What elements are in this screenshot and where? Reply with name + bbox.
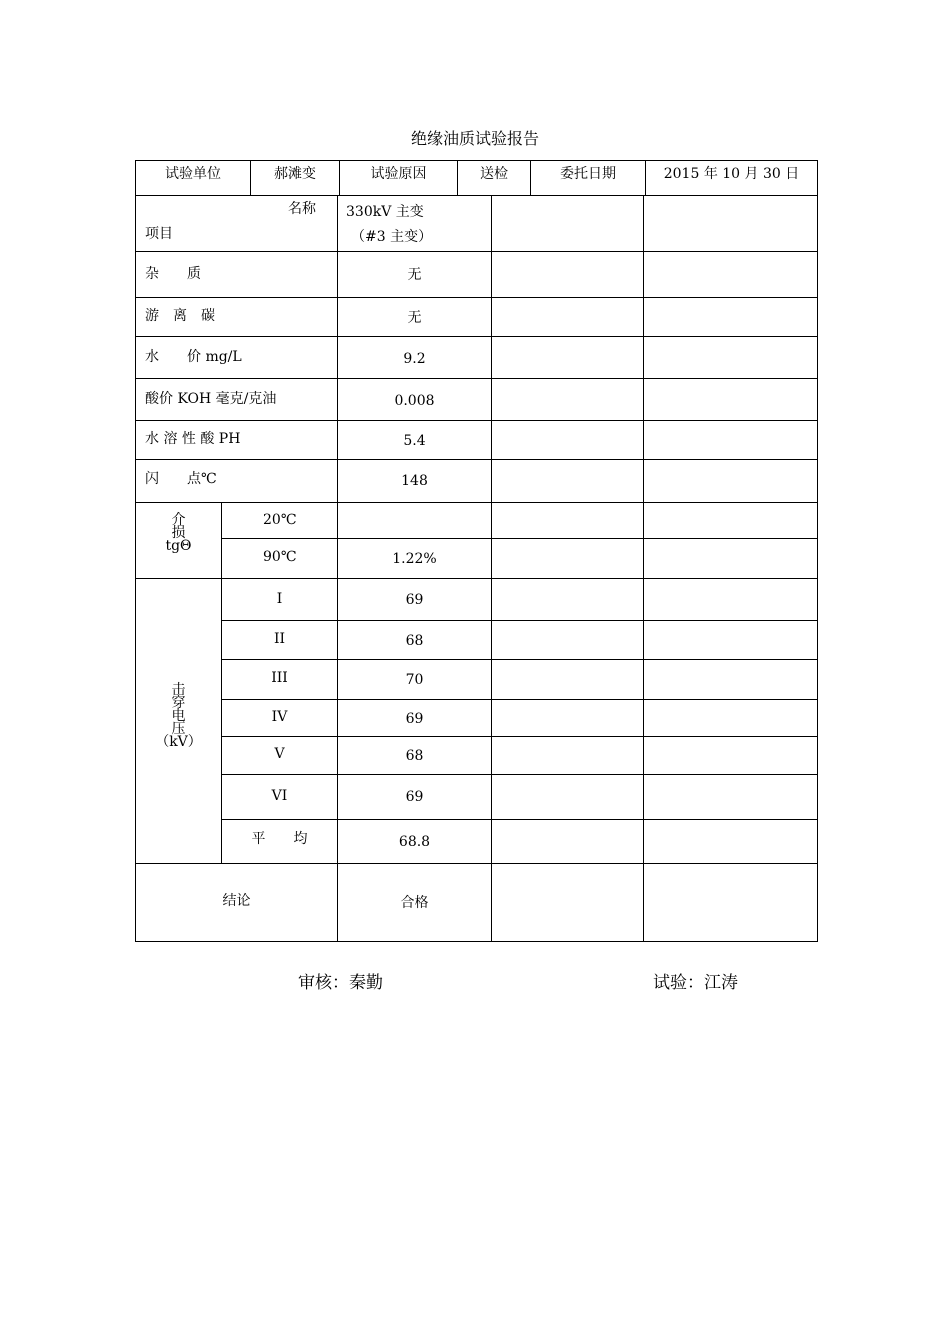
name-label: 名称 <box>288 201 316 217</box>
sample-name-line1: 330kV 主变 <box>346 204 424 220</box>
breakdown-label-char: 压 <box>171 721 186 737</box>
breakdown-label-char: （kV） <box>155 734 202 750</box>
divider <box>221 502 222 578</box>
unit-value: 郝滩变 <box>274 166 316 182</box>
sample-name-line2: （#3 主变） <box>351 229 433 245</box>
divider <box>135 863 818 864</box>
breakdown-row-label: II <box>273 631 286 647</box>
unit-label: 试验单位 <box>165 166 221 182</box>
divider <box>221 819 818 820</box>
tg-row-label: 20℃ <box>263 512 297 528</box>
conclusion-value: 合格 <box>400 895 429 911</box>
breakdown-row-label: VI <box>271 788 288 804</box>
breakdown-row-label: I <box>276 591 283 607</box>
divider <box>221 774 818 775</box>
breakdown-average-label: 平 均 <box>251 831 308 847</box>
breakdown-row-value: 68 <box>405 748 424 764</box>
reviewer-signature: 审核：秦勤 <box>298 973 383 993</box>
tg-row-value: 1.22% <box>392 551 437 567</box>
breakdown-row-value: 70 <box>405 672 424 688</box>
row-label: 闪 点℃ <box>145 471 217 487</box>
date-label: 委托日期 <box>560 166 616 182</box>
divider <box>135 578 818 579</box>
breakdown-label-char: 击 <box>171 682 186 698</box>
row-value: 0.008 <box>394 393 435 409</box>
tg-label-char: tgΘ <box>165 538 192 554</box>
divider <box>221 538 818 539</box>
divider <box>135 420 818 421</box>
divider <box>221 699 818 700</box>
row-value: 9.2 <box>403 351 426 367</box>
row-label: 水 价 mg/L <box>145 349 242 365</box>
report-title: 绝缘油质试验报告 <box>410 129 539 148</box>
item-label: 项目 <box>145 226 173 242</box>
row-value: 无 <box>407 310 422 326</box>
divider <box>135 251 818 252</box>
breakdown-row-label: V <box>274 746 285 762</box>
divider <box>135 336 818 337</box>
row-value: 148 <box>401 473 428 489</box>
tg-label-char: 损 <box>171 525 186 541</box>
breakdown-group-label <box>136 684 221 749</box>
divider <box>221 620 818 621</box>
divider <box>135 297 818 298</box>
reason-label: 试验原因 <box>370 166 427 182</box>
row-label: 酸价 KOH 毫克/克油 <box>145 391 277 407</box>
breakdown-row-value: 69 <box>405 711 424 727</box>
breakdown-row-value: 69 <box>405 592 424 608</box>
breakdown-row-value: 69 <box>405 789 424 805</box>
conclusion-label: 结论 <box>222 893 251 909</box>
breakdown-row-value: 68 <box>405 633 424 649</box>
breakdown-row-label: III <box>271 670 288 686</box>
tg-label-char: 介 <box>171 512 186 528</box>
date-value: 2015 年 10 月 30 日 <box>663 166 800 182</box>
divider <box>135 378 818 379</box>
row-label: 游 离 碳 <box>145 308 215 324</box>
tg-row-label: 90℃ <box>263 549 297 565</box>
breakdown-row-label: IV <box>271 709 288 725</box>
row-label: 水 溶 性 酸 PH <box>145 431 241 447</box>
divider <box>491 195 492 941</box>
breakdown-label-char: 电 <box>171 708 186 724</box>
tg-group-label <box>136 514 221 553</box>
divider <box>221 659 818 660</box>
breakdown-label-char: 穿 <box>171 695 186 711</box>
divider <box>643 195 644 941</box>
divider <box>337 195 338 941</box>
divider <box>135 502 818 503</box>
divider <box>135 459 818 460</box>
row-value: 无 <box>407 267 422 283</box>
reason-value: 送检 <box>480 166 508 182</box>
row-label: 杂 质 <box>145 266 201 282</box>
row-value: 5.4 <box>403 433 426 449</box>
breakdown-average-value: 68.8 <box>398 834 431 850</box>
divider <box>221 736 818 737</box>
table-border-bottom <box>135 941 818 942</box>
tester-signature: 试验：江涛 <box>653 973 738 993</box>
table-border-top <box>135 160 818 161</box>
divider <box>135 195 818 196</box>
table-border-right <box>817 160 818 942</box>
